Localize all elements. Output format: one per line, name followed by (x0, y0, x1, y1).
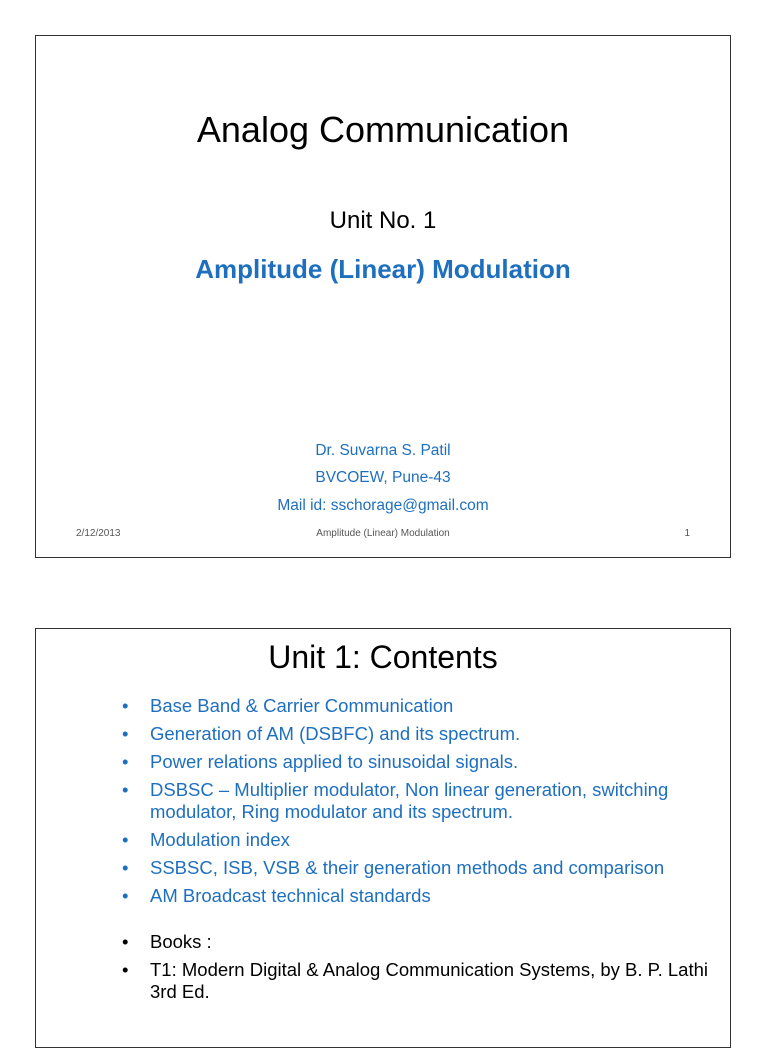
book-item: • T1: Modern Digital & Analog Communication Systems, by B. P. Lathi 3rd Ed. (122, 959, 709, 1002)
list-item: • Power relations applied to sinusoidal signals. (122, 751, 519, 772)
list-item: • Modulation index (122, 829, 290, 850)
bullet-icon: • (122, 829, 129, 850)
list-item: • Generation of AM (DSBFC) and its spectrum. (122, 723, 521, 744)
footer-date: 2/12/2013 (76, 528, 121, 539)
bullet-icon: • (122, 885, 129, 906)
author-email: Mail id: sschorage@gmail.com (277, 497, 489, 514)
slide-2 (35, 628, 731, 1048)
author-institution: BVCOEW, Pune-43 (315, 469, 451, 486)
list-item: • AM Broadcast technical standards (122, 885, 431, 906)
footer-title: Amplitude (Linear) Modulation (316, 528, 450, 539)
slide-title: Unit 1: Contents (268, 639, 498, 675)
bullet-icon: • (122, 779, 129, 800)
unit-number: Unit No. 1 (329, 207, 437, 234)
slide-subtitle: Amplitude (Linear) Modulation (195, 254, 571, 284)
list-item: • DSBSC – Multiplier modulator, Non linear generation, switching modulator, Ring modulator and its spectrum. (122, 779, 669, 822)
list-item: • SSBSC, ISB, VSB & their generation methods and comparison (122, 857, 665, 878)
books-heading: • Books : (122, 931, 212, 952)
bullet-icon: • (122, 723, 129, 744)
footer-page-number: 1 (684, 528, 690, 539)
bullet-icon: • (122, 751, 129, 772)
bullet-icon: • (122, 931, 129, 952)
author-name: Dr. Suvarna S. Patil (315, 442, 451, 459)
slide-title: Analog Communication (196, 109, 570, 150)
list-item: • Base Band & Carrier Communication (122, 695, 454, 716)
slide-1 (35, 35, 731, 558)
bullet-icon: • (122, 959, 129, 980)
bullet-icon: • (122, 857, 129, 878)
contents-list (122, 695, 722, 1009)
bullet-icon: • (122, 695, 129, 716)
